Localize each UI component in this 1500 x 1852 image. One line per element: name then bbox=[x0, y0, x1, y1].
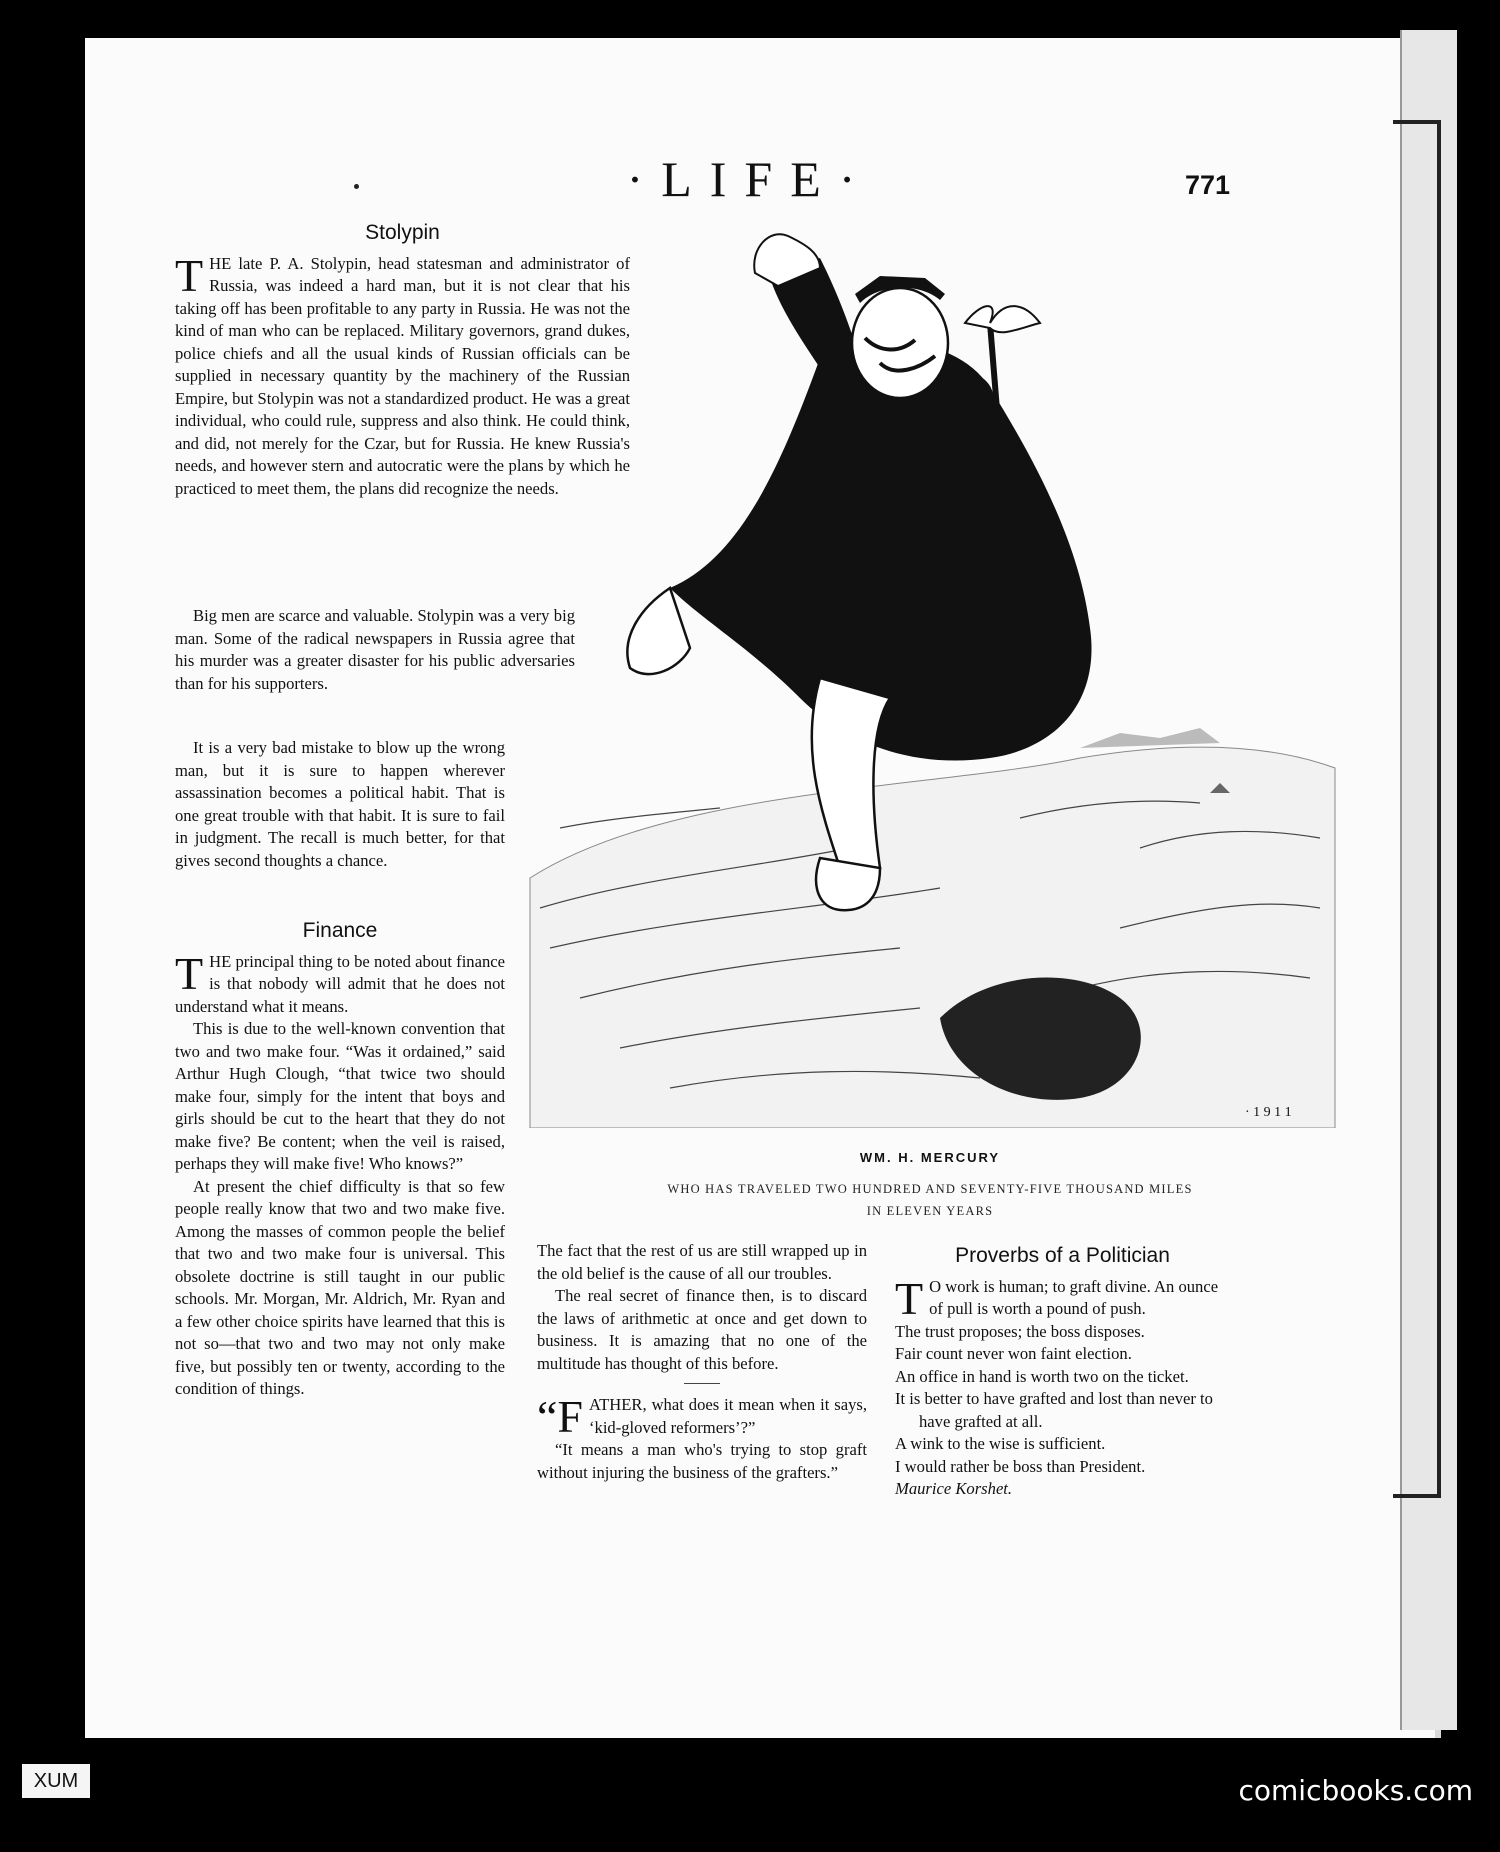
proverbs-author: Maurice Korshet. bbox=[895, 1479, 1013, 1498]
finance-continued bbox=[537, 1240, 867, 1484]
cartoon-signature: · 1 9 1 1 bbox=[1245, 1105, 1292, 1120]
figure-head bbox=[852, 288, 948, 398]
proverb-line: An office in hand is worth two on the ticket. bbox=[895, 1366, 1189, 1386]
proverb-line: A wink to the wise is sufficient. bbox=[895, 1434, 1106, 1453]
figure-back-foot bbox=[627, 588, 690, 674]
cartoon-caption-title: WM. H. MERCURY bbox=[859, 1150, 1001, 1165]
masthead-title: ·LIFE· bbox=[626, 151, 874, 207]
caduceus-eagle bbox=[965, 306, 1040, 332]
proverb-line: It is better to have grafted and lost than never to have grafted at all. bbox=[895, 1389, 1213, 1431]
father-paragraph-2: “It means a man who's trying to stop graft without injuring the business of the grafters.” bbox=[537, 1440, 867, 1482]
section-separator bbox=[684, 1383, 720, 1384]
finance-paragraph-2: This is due to the well-known convention that two and two make four. “Was it ordained,” said Arthur Hugh Clough, “that twice two should make four, simply for the intent that boys and girls should be cut to the heart that they do not make five? Be content; when the veil is raised, perhaps they will make five! Who knows?” bbox=[175, 1019, 505, 1173]
distant-city bbox=[1080, 728, 1220, 748]
drop-cap: T bbox=[895, 1272, 924, 1324]
caption-line-1: WHO HAS TRAVELED TWO HUNDRED AND SEVENTY-FIVE THOUSAND MILES bbox=[667, 1182, 1193, 1196]
finance-article bbox=[175, 920, 505, 1401]
proverbs-article bbox=[895, 1245, 1230, 1501]
finance-paragraph-3: At present the chief difficulty is that so few people really know that two and two make five. Among the masses of common people the belief that two and two make four is universal. This obsolete doctrine is still taught in our public schools. Mr. Morgan, Mr. Aldrich, Mr. Ryan and a few other choice spirits have learned that this is not so—that two and two may not only make five, but possibly ten or twenty, according to the condition of things. bbox=[175, 1176, 505, 1398]
stolypin-paragraph-3: It is a very bad mistake to blow up the wrong man, but it is sure to happen wherever assassination becomes a political habit. That is one great trouble with that habit. It is sure to fail in judgment. The recall is much better, for that gives second thoughts a chance. bbox=[175, 738, 505, 870]
proverbs-heading: Proverbs of a Politician bbox=[955, 1244, 1170, 1267]
caption-line-2: IN ELEVEN YEARS bbox=[866, 1204, 994, 1218]
archive-stamp: XUM bbox=[22, 1764, 90, 1798]
stolypin-continued-narrow bbox=[175, 737, 505, 872]
father-paragraph-1: “FATHER, what does it mean when it says, ‘kid-gloved reformers’?” bbox=[537, 1391, 867, 1442]
page-number: 771 bbox=[1185, 170, 1231, 200]
drop-cap: T bbox=[175, 249, 204, 301]
binding-frame bbox=[1393, 120, 1441, 1498]
stolypin-paragraph-1: THE late P. A. Stolypin, head statesman and administrator of Russia, was indeed a hard man, but it is not clear that his taking off has been profitable to any party in Russia. He was not the kind of man who can be replaced. Military governors, grand dukes, police chiefs and all the usual kinds of Russian officials can be supplied in necessary quantity by the machinery of the Russian Empire, but Stolypin was not a standardized product. He was a great individual, who could rule, suppress and also think. He could think, and did, not merely for the Czar, but for Russia. He knew Russia's needs, and however stern and autocratic were the plans by which he practiced to meet them, the plans did recognize the needs. bbox=[175, 249, 630, 498]
proverb-line: T O work is human; to graft divine. An ounce of pull is worth a pound of push. bbox=[895, 1272, 1219, 1324]
cartoon-illustration bbox=[520, 228, 1340, 1128]
drop-cap: “F bbox=[537, 1391, 583, 1442]
watermark: comicbooks.com bbox=[1238, 1774, 1473, 1807]
finance-paragraph-4: The fact that the rest of us are still wrapped up in the old belief is the cause of all our troubles. bbox=[537, 1241, 867, 1283]
stolypin-continued bbox=[175, 605, 575, 695]
proverb-line: The trust proposes; the boss disposes. bbox=[895, 1321, 1145, 1341]
stolypin-heading: Stolypin bbox=[365, 221, 440, 244]
finance-paragraph-5: The real secret of finance then, is to discard the laws of arithmetic at once and get down to business. It is amazing that no one of the multitude has thought of this before. bbox=[537, 1286, 867, 1373]
finance-heading: Finance bbox=[302, 919, 378, 942]
proverb-line: Fair count never won faint election. bbox=[895, 1344, 1132, 1363]
proverb-line: I would rather be boss than President. bbox=[895, 1456, 1146, 1476]
stolypin-paragraph-2: Big men are scarce and valuable. Stolypin was a very big man. Some of the radical newspapers in Russia agree that his murder was a greater disaster for his public adversaries than for his supporters. bbox=[175, 606, 575, 693]
cartoon-caption-subtitle bbox=[560, 1178, 1300, 1222]
drop-cap: T bbox=[175, 947, 204, 999]
finance-paragraph-1: THE principal thing to be noted about finance is that nobody will admit that he does not understand what it means. bbox=[175, 947, 505, 1016]
